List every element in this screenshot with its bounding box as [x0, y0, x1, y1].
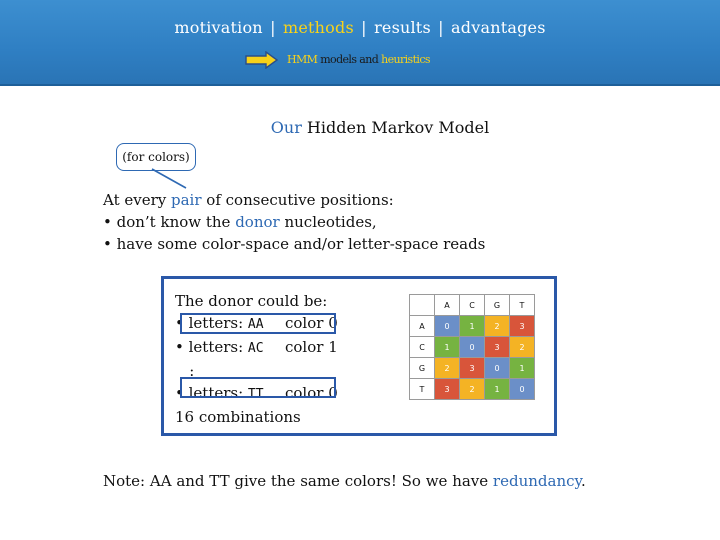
- color-encoding-table: [409, 294, 535, 400]
- header-bar: [0, 0, 720, 86]
- row-label-cell: G: [410, 358, 435, 379]
- body-word-pair: pair: [171, 191, 202, 209]
- color-cell: 3: [510, 316, 535, 337]
- table-header-cell: C: [460, 295, 485, 316]
- nav-separator: |: [438, 18, 444, 37]
- ellipsis-mark: :: [175, 362, 195, 380]
- nav-separator: |: [270, 18, 276, 37]
- color-cell: 0: [460, 337, 485, 358]
- color-cell: 3: [435, 379, 460, 400]
- row-label-cell: C: [410, 337, 435, 358]
- row-prefix: • letters:: [175, 338, 248, 356]
- note-text: Note: AA and TT give the same colors! So we have: [103, 472, 493, 490]
- combination-row: [175, 336, 338, 360]
- color-cell: 0: [485, 358, 510, 379]
- body-line-2a: • don’t know the: [103, 213, 236, 231]
- body-line-2c: nucleotides,: [279, 213, 377, 231]
- callout-bubble: (for colors): [116, 143, 196, 171]
- body-word-donor: donor: [235, 213, 280, 231]
- row-color: color 1: [285, 338, 338, 356]
- color-cell: 2: [435, 358, 460, 379]
- nav-methods[interactable]: methods: [283, 18, 354, 37]
- color-cell: 2: [460, 379, 485, 400]
- color-cell: 2: [485, 316, 510, 337]
- row-label-cell: A: [410, 316, 435, 337]
- color-cell: 3: [460, 358, 485, 379]
- color-cell: 3: [485, 337, 510, 358]
- highlight-tt-row: [180, 377, 336, 398]
- arrow-right-icon: [245, 51, 279, 69]
- example-content: [175, 290, 338, 428]
- table-row: [410, 337, 535, 358]
- title-rest: Hidden Markov Model: [301, 118, 490, 137]
- row-prefix: • letters:: [175, 384, 248, 402]
- row-color: color 0: [285, 384, 338, 402]
- table-header-cell: T: [510, 295, 535, 316]
- body-line-2: [103, 211, 485, 233]
- row-label-cell: T: [410, 379, 435, 400]
- body-line-1c: of consecutive positions:: [201, 191, 394, 209]
- color-cell: 1: [510, 358, 535, 379]
- subnav-hmm: HMM: [287, 53, 318, 66]
- color-cell: 0: [510, 379, 535, 400]
- title-prefix: Our: [270, 118, 302, 137]
- body-line-3: • have some color-space and/or letter-space reads: [103, 235, 486, 253]
- table-corner-cell: [410, 295, 435, 316]
- combination-count: 16 combinations: [175, 408, 301, 426]
- row-letters: TT: [247, 387, 264, 402]
- row-letters: AC: [247, 341, 264, 356]
- row-prefix: • letters:: [175, 314, 248, 332]
- table-row: [410, 379, 535, 400]
- section-nav: [0, 18, 720, 37]
- color-cell: 1: [485, 379, 510, 400]
- color-cell: 1: [435, 337, 460, 358]
- nav-results[interactable]: results: [374, 18, 431, 37]
- nav-separator: |: [361, 18, 367, 37]
- note-word-redundancy: redundancy: [492, 472, 581, 490]
- table-row: [410, 358, 535, 379]
- body-line-1: [103, 189, 485, 211]
- note-period: .: [580, 472, 586, 490]
- nav-advantages[interactable]: advantages: [451, 18, 546, 37]
- color-cell: 1: [460, 316, 485, 337]
- box-intro: The donor could be:: [175, 292, 328, 310]
- row-color: color 0: [285, 314, 338, 332]
- table-header-row: [410, 295, 535, 316]
- highlight-aa-row: [180, 313, 336, 334]
- table-row: [410, 316, 535, 337]
- table-header-cell: G: [485, 295, 510, 316]
- color-cell: 2: [510, 337, 535, 358]
- nav-motivation[interactable]: motivation: [174, 18, 263, 37]
- table-header-cell: A: [435, 295, 460, 316]
- slide-body: [103, 189, 485, 255]
- redundancy-note: [103, 472, 586, 490]
- color-cell: 0: [435, 316, 460, 337]
- subnav-heuristics: heuristics: [381, 53, 430, 66]
- row-letters: AA: [247, 317, 264, 332]
- slide-title: [0, 118, 720, 137]
- subnav-models-and: models and: [317, 53, 382, 66]
- subsection-label: [287, 53, 430, 66]
- body-line-1a: At every: [103, 191, 172, 209]
